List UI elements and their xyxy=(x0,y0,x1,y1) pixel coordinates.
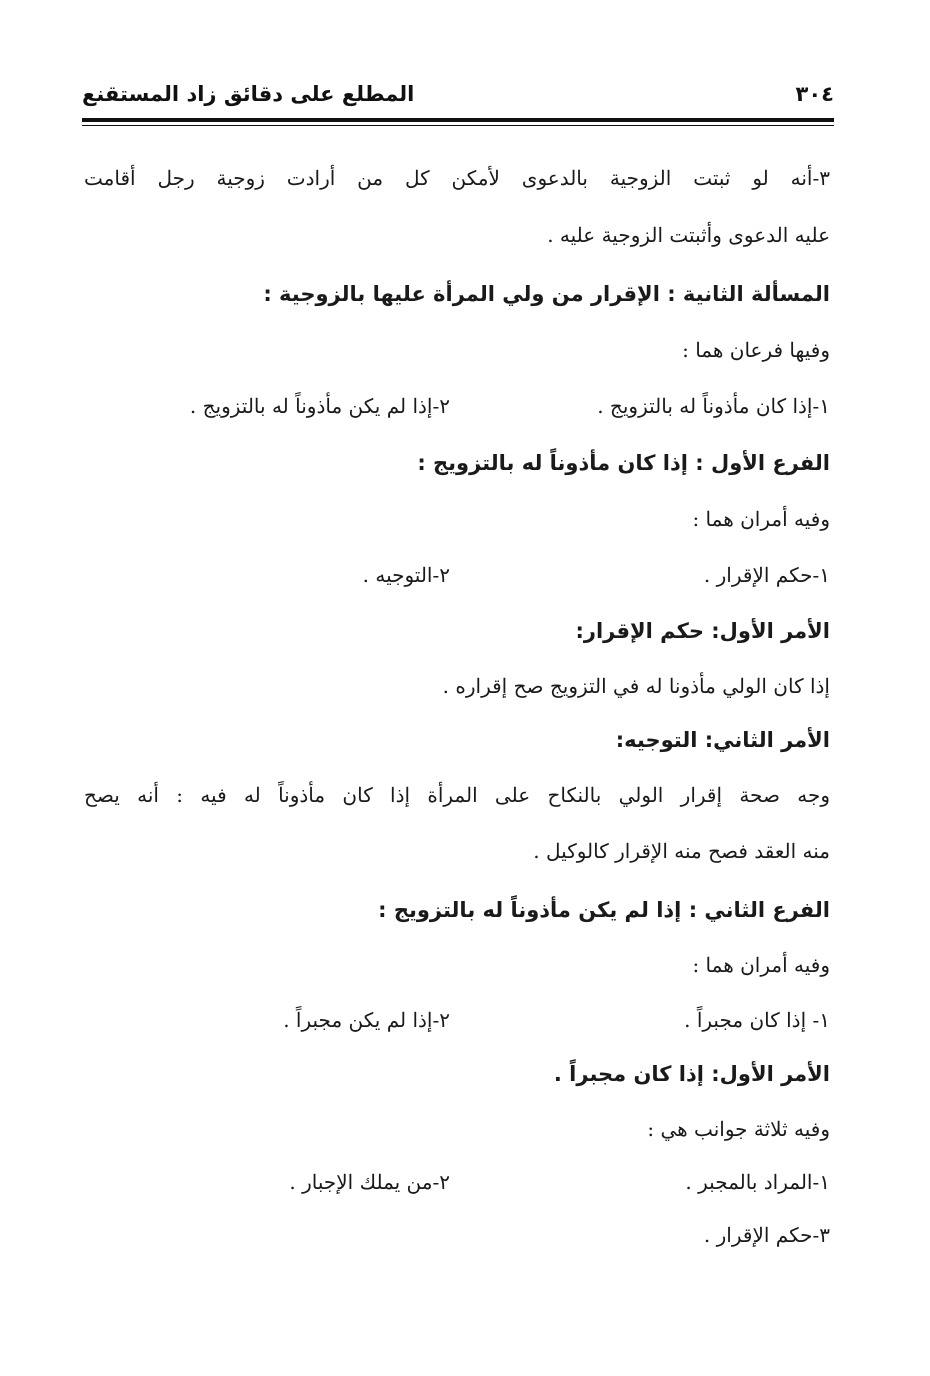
list-item: ٣-حكم الإقرار . xyxy=(703,1223,830,1247)
intro-line: وفيه ثلاثة جوانب هي : xyxy=(647,1117,830,1141)
list-item: ١- إذا كان مجبراً . xyxy=(684,1008,830,1032)
list-item: ١-المراد بالمجبر . xyxy=(685,1170,830,1194)
list-item: ٢-من يملك الإجبار . xyxy=(289,1170,450,1194)
subsection-heading: الأمر الأول: حكم الإقرار: xyxy=(575,619,830,643)
subsection-heading: الأمر الثاني: التوجيه: xyxy=(615,728,830,752)
paragraph-line: إذا كان الولي مأذونا له في التزويج صح إقراره . xyxy=(442,674,830,698)
list-item: ٢-إذا لم يكن مجبراً . xyxy=(283,1008,450,1032)
list-item: ١-إذا كان مأذوناً له بالتزويج . xyxy=(597,394,830,418)
intro-line: وفيها فرعان هما : xyxy=(682,338,830,362)
section-heading: المسألة الثانية : الإقرار من ولي المرأة عليها بالزوجية : xyxy=(263,282,830,306)
page-header xyxy=(82,82,834,118)
section-heading: الفرع الأول : إذا كان مأذوناً له بالتزويج : xyxy=(417,451,830,475)
list-item: ٢-إذا لم يكن مأذوناً له بالتزويج . xyxy=(189,394,450,418)
intro-line: وفيه أمران هما : xyxy=(692,953,830,977)
list-item: ١-حكم الإقرار . xyxy=(703,563,830,587)
paragraph-line: وجه صحة إقرار الولي بالنكاح على المرأة إذا كان مأذوناً له فيه : أنه يصح xyxy=(84,783,830,807)
subsection-heading: الأمر الأول: إذا كان مجبراً . xyxy=(553,1062,830,1086)
paragraph-line: منه العقد فصح منه الإقرار كالوكيل . xyxy=(533,839,830,863)
header-rule-thin xyxy=(82,125,834,126)
page-number: ٣٠٤ xyxy=(795,82,834,106)
header-rule-thick xyxy=(82,118,834,122)
paragraph-line: ٣-أنه لو ثبتت الزوجية بالدعوى لأمكن كل من أرادت زوجية رجل أقامت xyxy=(84,166,830,190)
intro-line: وفيه أمران هما : xyxy=(692,507,830,531)
list-item: ٢-التوجيه . xyxy=(362,563,450,587)
paragraph-line: عليه الدعوى وأثبتت الزوجية عليه . xyxy=(547,223,830,247)
book-title: المطلع على دقائق زاد المستقنع xyxy=(82,82,415,106)
section-heading: الفرع الثاني : إذا لم يكن مأذوناً له بالتزويج : xyxy=(378,898,830,922)
